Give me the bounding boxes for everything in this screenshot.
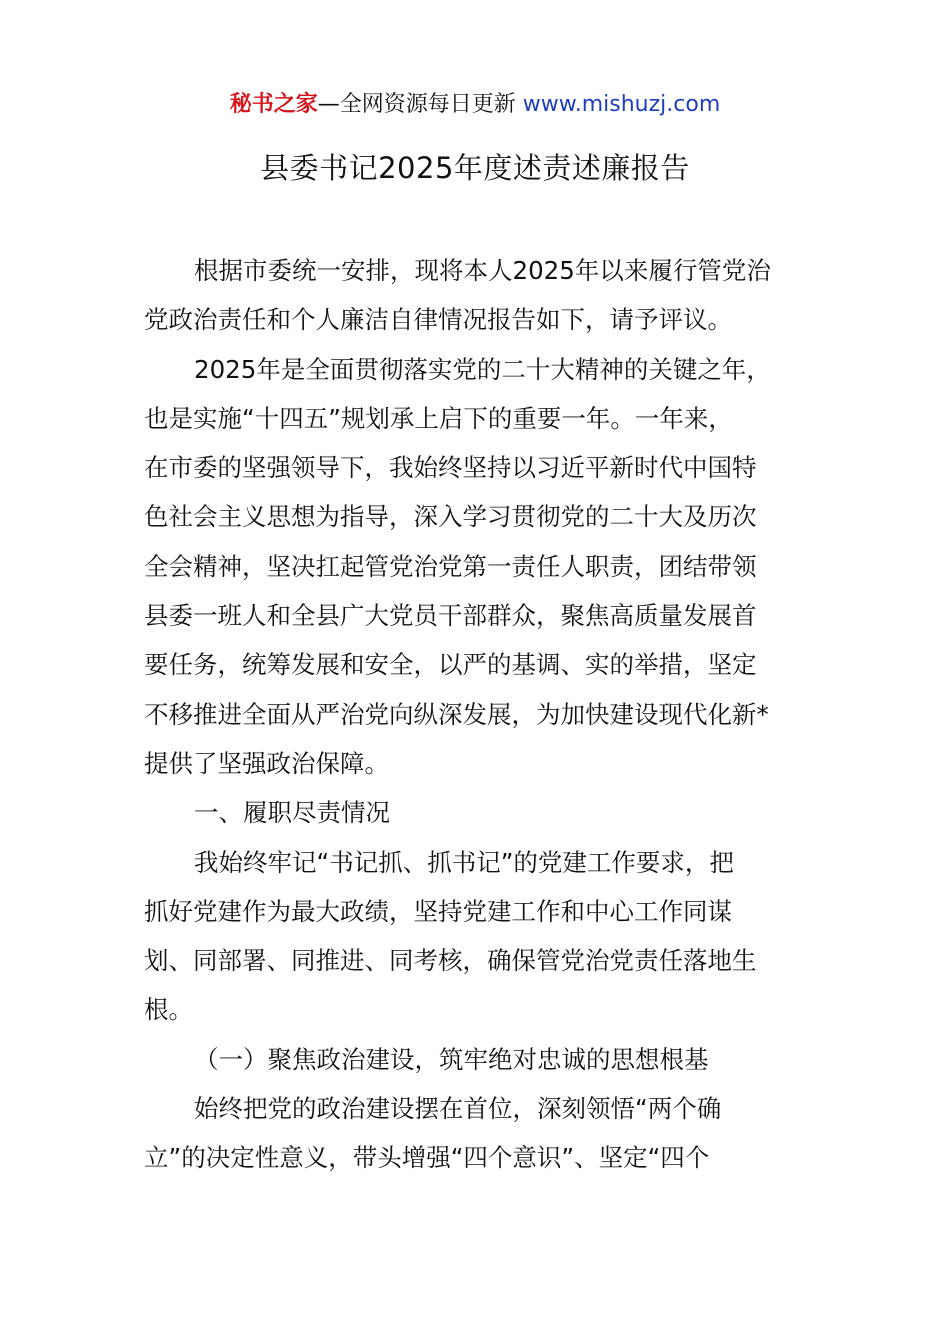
paragraph-line: 立”的决定性意义，带头增强“四个意识”、坚定“四个 (144, 1143, 710, 1173)
paragraph-line: 提供了坚强政治保障。 (144, 748, 389, 778)
paragraph-line: 划、同部署、同推进、同考核，确保管党治党责任落地生 (144, 946, 757, 976)
paragraph-line: 根。 (144, 995, 193, 1025)
section-heading: 一、履职尽责情况 (194, 798, 390, 828)
paragraph-line: 始终把党的政治建设摆在首位，深刻领悟“两个确 (194, 1094, 722, 1124)
document-body (144, 246, 809, 1183)
site-tagline: —全网资源每日更新 (317, 92, 523, 117)
site-brand: 秘书之家 (229, 92, 318, 117)
paragraph-line: 全会精神，坚决扛起管党治党第一责任人职责，团结带领 (144, 551, 757, 581)
paragraph-line: 要任务，统筹发展和安全，以严的基调、实的举措，坚定 (144, 650, 757, 680)
paragraph-line: 我始终牢记“书记抓、抓书记”的党建工作要求，把 (194, 847, 734, 877)
site-header (0, 88, 950, 122)
paragraph-line: 抓好党建作为最大政绩，坚持党建工作和中心工作同谋 (144, 896, 732, 926)
paragraph-line: 党政治责任和个人廉洁自律情况报告如下，请予评议。 (144, 305, 732, 335)
paragraph-line: 2025年是全面贯彻落实党的二十大精神的关键之年， (194, 354, 771, 384)
paragraph-line: 不移推进全面从严治党向纵深发展，为加快建设现代化新* (144, 699, 769, 729)
document-title: 县委书记2025年度述责述廉报告 (260, 151, 690, 185)
paragraph-line: 色社会主义思想为指导，深入学习贯彻党的二十大及历次 (144, 502, 757, 532)
site-url-link[interactable]: www.mishuzj.com (522, 92, 721, 117)
paragraph-line: 在市委的坚强领导下，我始终坚持以习近平新时代中国特 (144, 453, 757, 483)
paragraph-line: 县委一班人和全县广大党员干部群众，聚焦高质量发展首 (144, 601, 757, 631)
paragraph-line: 根据市委统一安排，现将本人2025年以来履行管党治 (194, 256, 771, 285)
subsection-heading: （一）聚焦政治建设，筑牢绝对忠诚的思想根基 (194, 1044, 709, 1074)
paragraph-line: 也是实施“十四五”规划承上启下的重要一年。一年来， (144, 403, 733, 433)
